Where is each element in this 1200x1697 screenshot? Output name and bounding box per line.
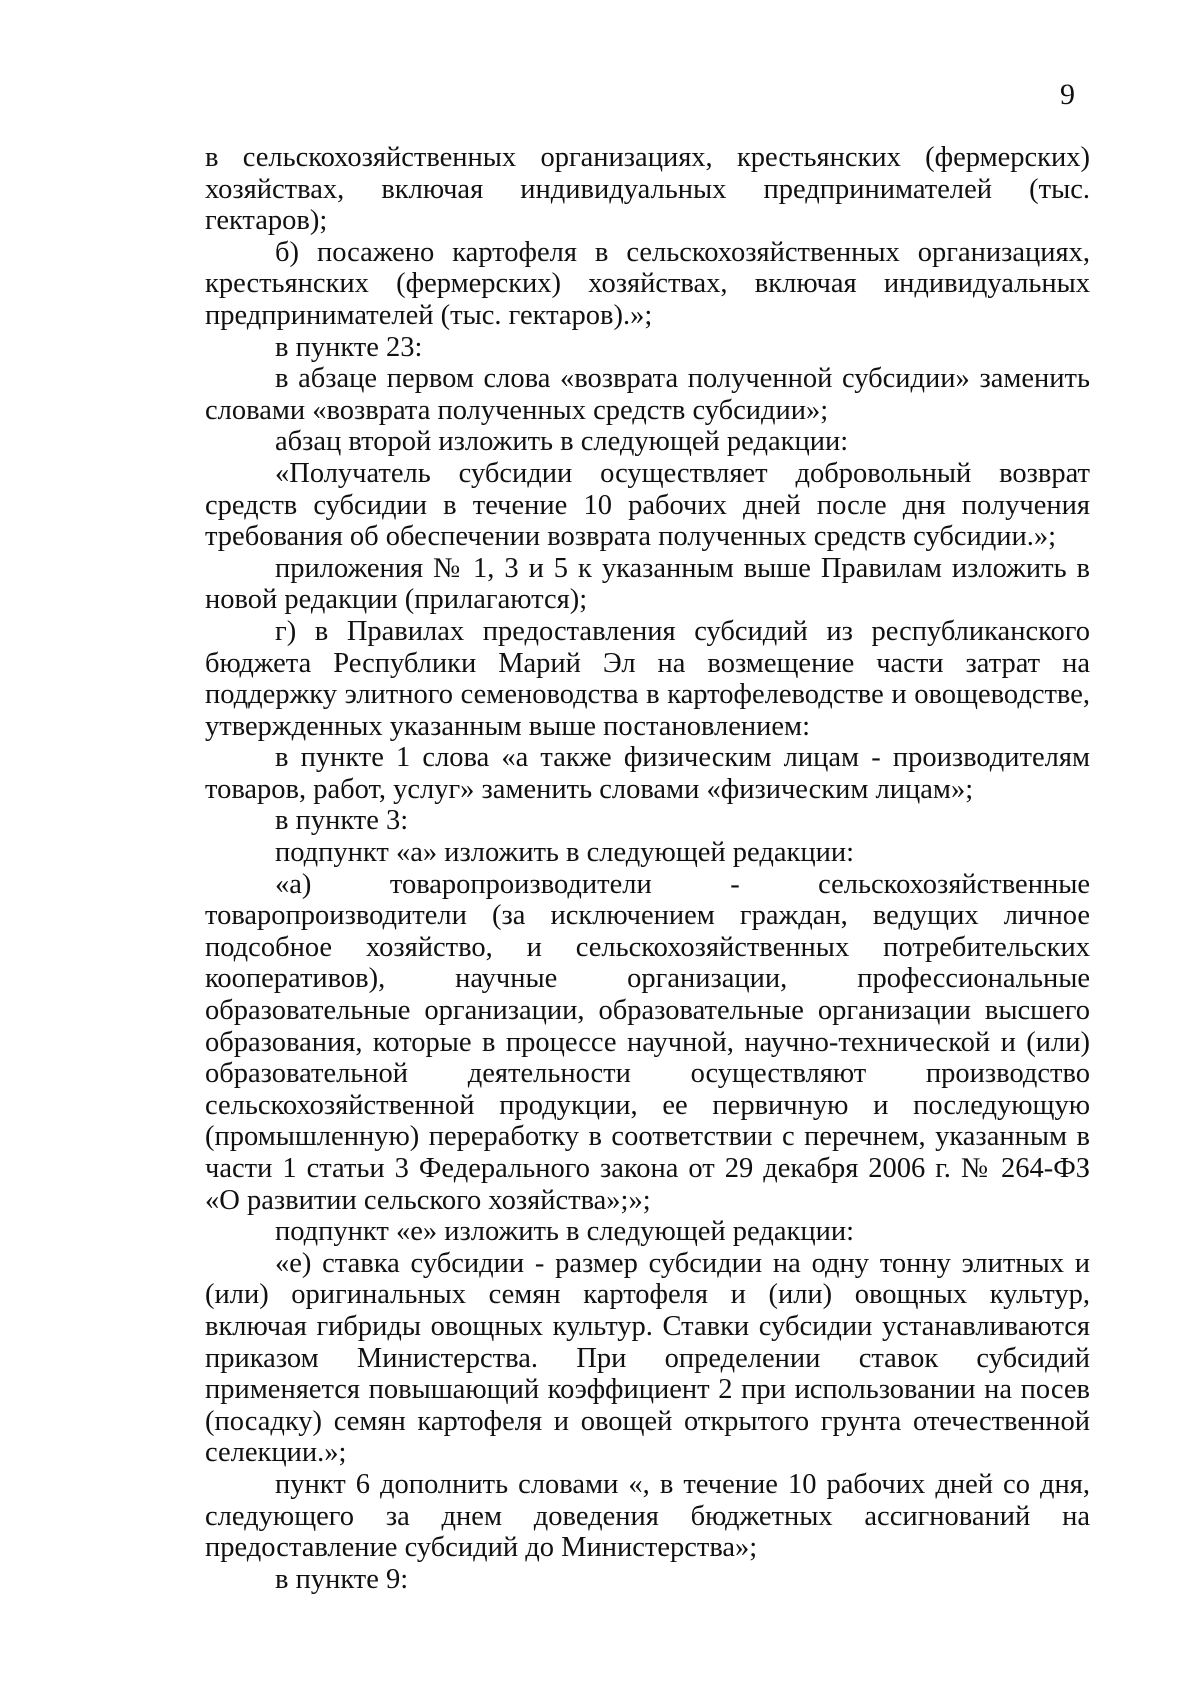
paragraph: б) посажено картофеля в сельскохозяйственных организациях, крестьянских (фермерских) хозяйствах, включая индивидуальных предпринимателей (тыс. гектаров).»; <box>205 236 1090 331</box>
paragraph: пункт 6 дополнить словами «, в течение 10 рабочих дней со дня, следующего за днем доведения бюджетных ассигнований на предоставление субсидий до Министерства»; <box>205 1468 1090 1564</box>
paragraph: подпункт «а» изложить в следующей редакции: <box>275 837 854 869</box>
paragraph: абзац второй изложить в следующей редакции: <box>275 426 849 458</box>
paragraph: в пункте 23: <box>275 331 423 363</box>
document-body <box>205 142 1090 1595</box>
paragraph: в абзаце первом слова «возврата полученной субсидии» заменить словами «возврата полученных средств субсидии»; <box>205 363 1090 426</box>
paragraph: в пункте 9: <box>275 1563 409 1595</box>
paragraph: подпункт «е» изложить в следующей редакции: <box>275 1216 854 1248</box>
paragraph: приложения № 1, 3 и 5 к указанным выше Правилам изложить в новой редакции (прилагаются); <box>205 552 1090 616</box>
page-number: 9 <box>1060 78 1075 111</box>
paragraph: в пункте 1 слова «а также физическим лицам - производителям товаров, работ, услуг» заменить словами «физическим лицам»; <box>205 742 1090 805</box>
paragraph: в сельскохозяйственных организациях, крестьянских (фермерских) хозяйствах, включая индивидуальных предпринимателей (тыс. гектаров); <box>205 142 1090 237</box>
paragraph: г) в Правилах предоставления субсидий из республиканского бюджета Республики Марий Эл на возмещение части затрат на поддержку элитного семеноводства в картофелеводстве и овощеводстве, утвержденных указанным выше постановлением: <box>205 615 1090 742</box>
paragraph: «Получатель субсидии осуществляет добровольный возврат средств субсидии в течение 10 рабочих дней после дня получения требования об обеспечении возврата полученных средств субсидии.»; <box>205 457 1090 553</box>
paragraph: в пункте 3: <box>275 805 409 837</box>
paragraph: «а) товаропроизводители - сельскохозяйственные товаропроизводители (за исключением граждан, ведущих личное подсобное хозяйство, и сельскохозяйственных потребительских кооперативов), научные организации, профессиональные образовательные организации, образовательные организации высшего образования, которые в процессе научной, научно-технической и (или) образовательной деятельности осуществляют производство сельскохозяйственной продукции, ее первичную и последующую (промышленную) переработку в соответствии с перечнем, указанным в части 1 статьи 3 Федерального закона от 29 декабря 2006 г. № 264-ФЗ «О развитии сельского хозяйства»;»; <box>205 868 1090 1216</box>
paragraph: «е) ставка субсидии - размер субсидии на одну тонну элитных и (или) оригинальных семян картофеля и (или) овощных культур, включая гибриды овощных культур. Ставки субсидии устанавливаются приказом Министерства. При определении ставок субсидий применяется повышающий коэффициент 2 при использовании на посев (посадку) семян картофеля и овощей открытого грунта отечественной селекции.»; <box>205 1247 1090 1469</box>
